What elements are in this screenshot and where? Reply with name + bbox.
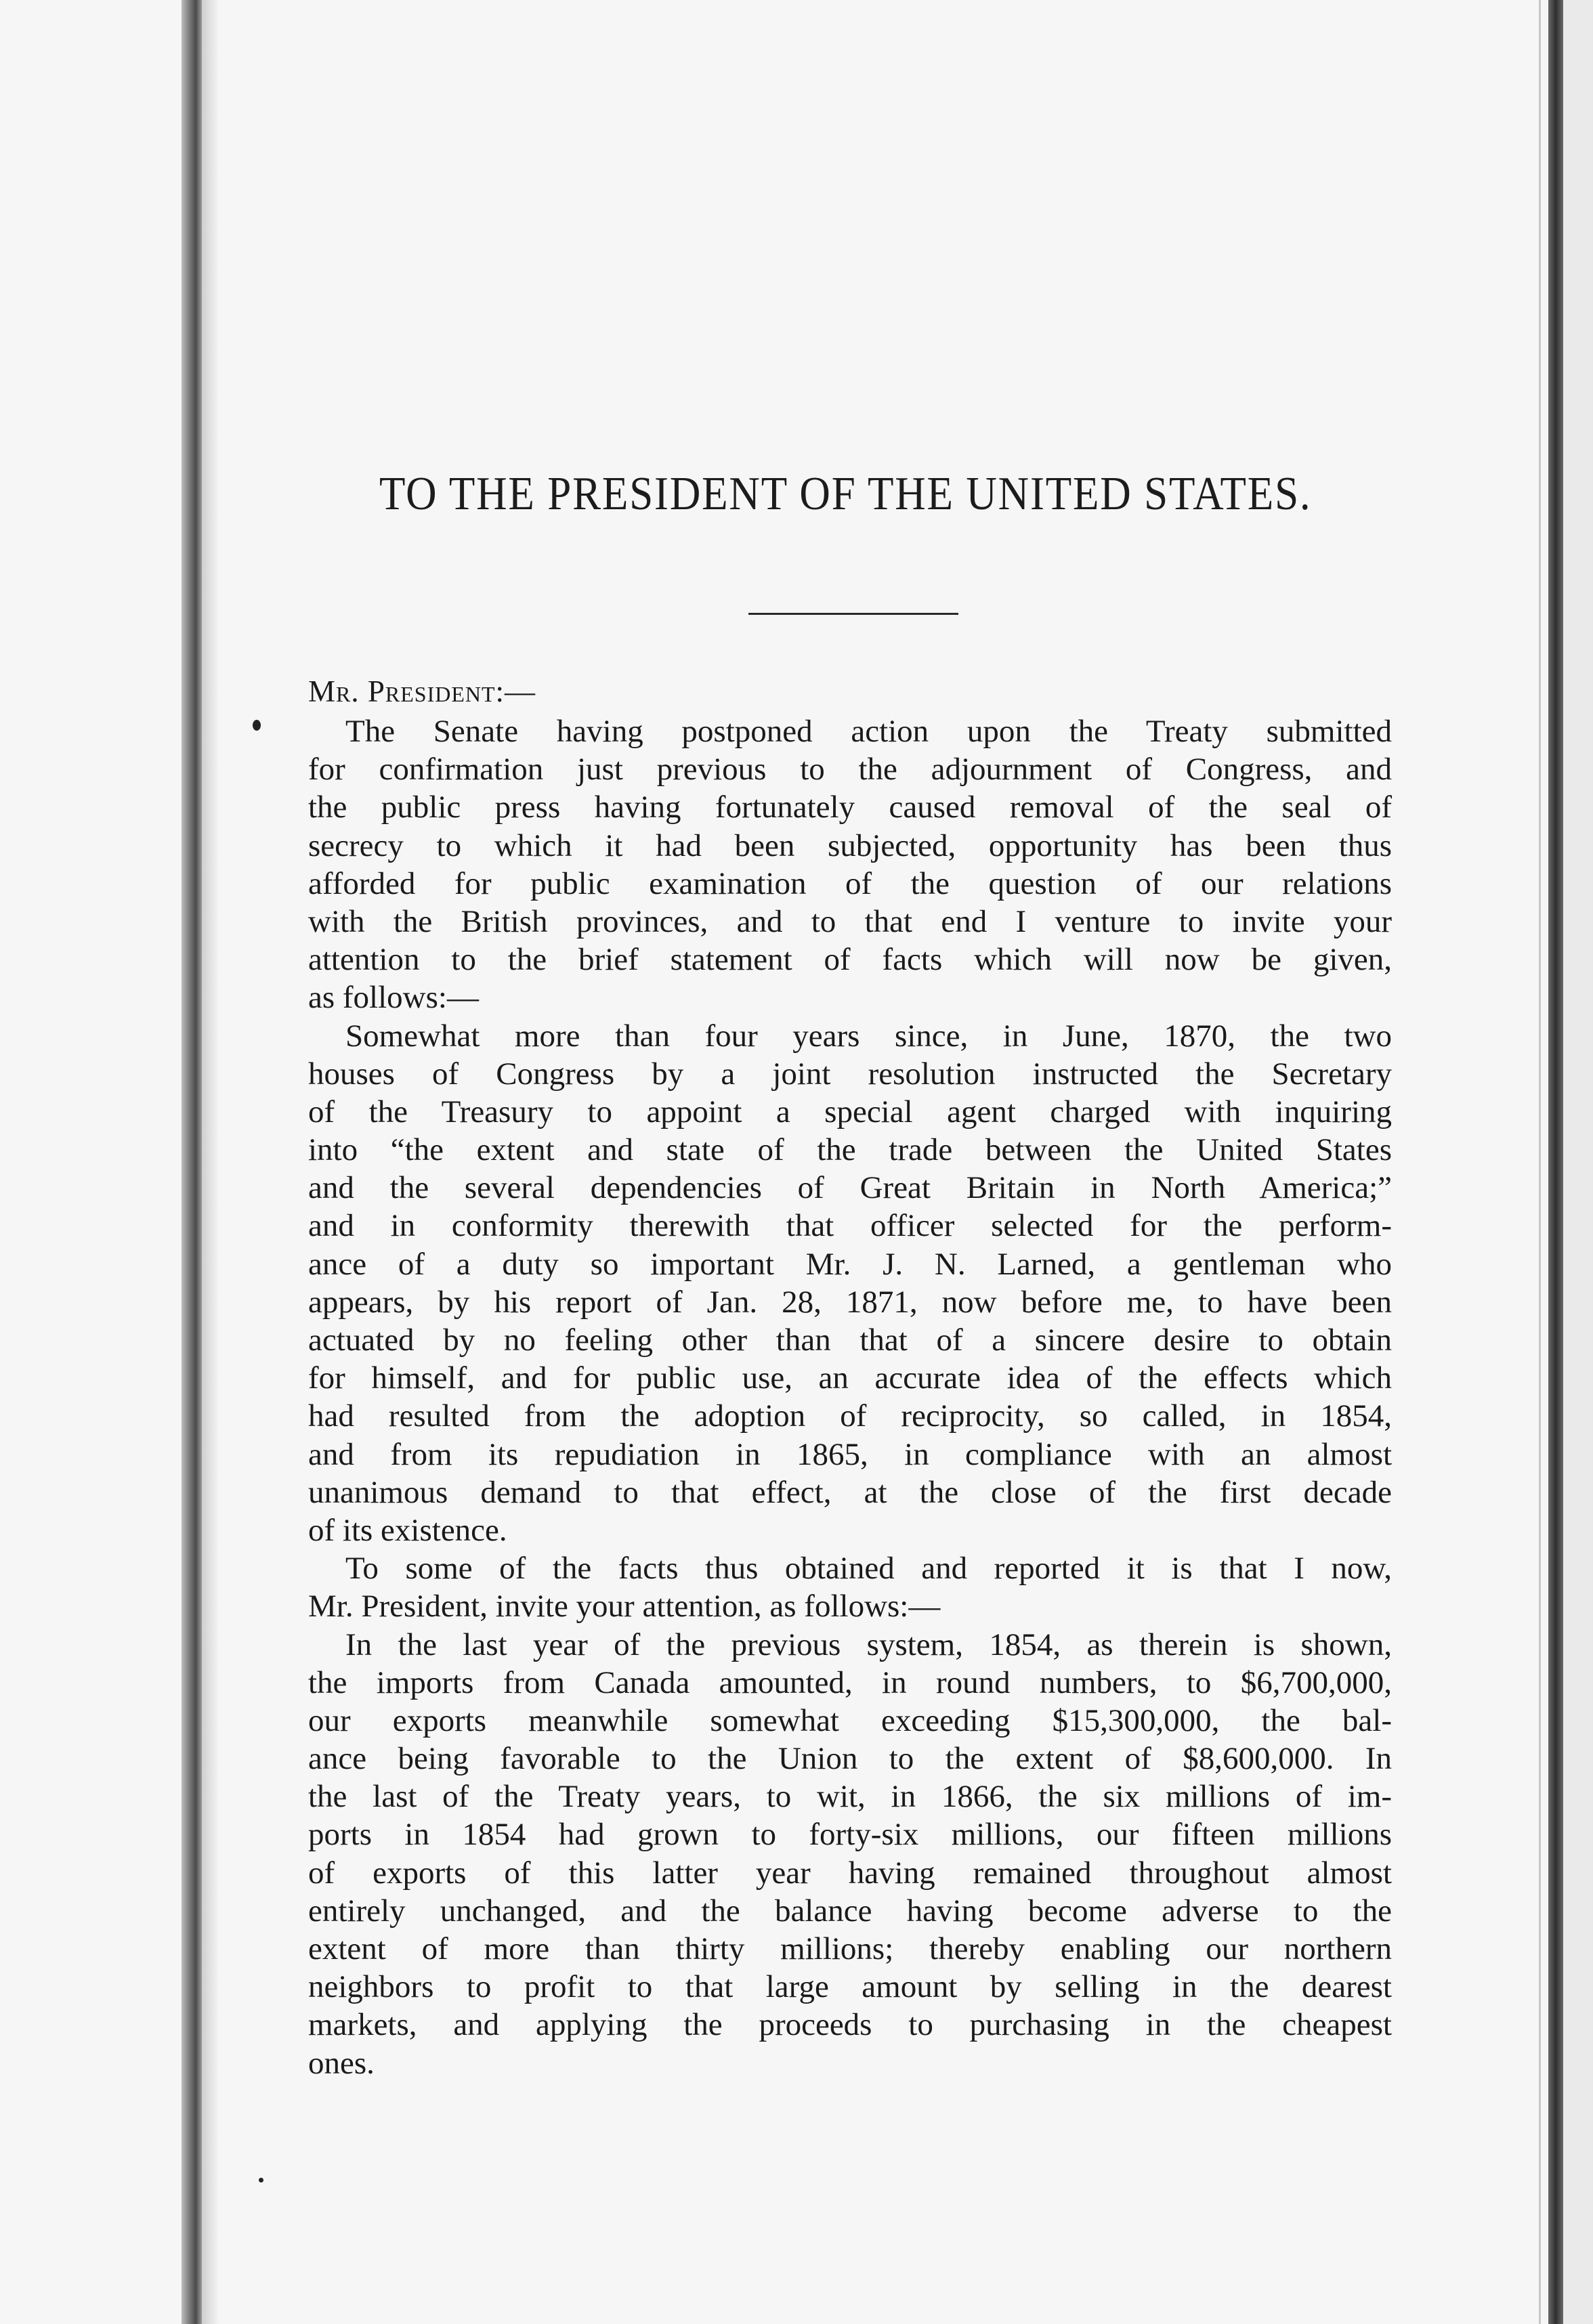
body-text — [308, 712, 1392, 2082]
text-line: unanimous demand to that effect, at the close of the first decade — [308, 1474, 1392, 1510]
left-binding-edge — [182, 0, 202, 2324]
text-line: afforded for public examination of the question of our relations — [308, 865, 1392, 901]
text-line: as follows:— — [308, 980, 479, 1016]
text-line: ports in 1854 had grown to forty-six millions, our fifteen millions — [308, 1817, 1392, 1853]
text-line: appears, by his report of Jan. 28, 1871, now before me, to have been — [308, 1284, 1392, 1320]
text-line: To some of the facts thus obtained and reported it is that I now, — [345, 1551, 1392, 1587]
text-line: the public press having fortunately caused removal of the seal of — [308, 790, 1392, 825]
text-line: ance being favorable to the Union to the extent of $8,600,000. In — [308, 1741, 1392, 1777]
text-line: actuated by no feeling other than that of a sincere desire to obtain — [308, 1322, 1392, 1358]
salutation-text: Mr. President:— — [308, 674, 536, 708]
text-line: ance of a duty so important Mr. J. N. Larned, a gentleman who — [308, 1246, 1392, 1282]
text-line: our exports meanwhile somewhat exceeding $15,300,000, the bal- — [308, 1702, 1392, 1738]
heading-rule — [748, 613, 958, 615]
left-binding-shadow — [202, 0, 219, 2324]
text-line: In the last year of the previous system, 1854, as therein is shown, — [345, 1627, 1392, 1662]
ink-speck — [253, 720, 261, 731]
text-line: of exports of this latter year having remained throughout almost — [308, 1855, 1392, 1891]
right-binding-edge — [1548, 0, 1563, 2324]
text-line: neighbors to profit to that large amount by selling in the dearest — [308, 1969, 1392, 2005]
text-line: The Senate having postponed action upon the Treaty submitted — [345, 714, 1392, 749]
text-line: and in conformity therewith that officer selected for the perform- — [308, 1208, 1392, 1244]
text-line: ones. — [308, 2045, 375, 2081]
text-line: Somewhat more than four years since, in June, 1870, the two — [345, 1018, 1392, 1054]
page-heading: TO THE PRESIDENT OF THE UNITED STATES. — [379, 468, 1312, 520]
text-line: for himself, and for public use, an accurate idea of the effects which — [308, 1360, 1392, 1396]
text-line: entirely unchanged, and the balance having become adverse to the — [308, 1893, 1392, 1929]
right-margin — [1563, 0, 1593, 2324]
text-line: attention to the brief statement of facts which will now be given, — [308, 942, 1392, 978]
text-line: for confirmation just previous to the adjournment of Congress, and — [308, 752, 1392, 788]
text-line: into “the extent and state of the trade between the United States — [308, 1132, 1392, 1168]
text-line: markets, and applying the proceeds to purchasing in the cheapest — [308, 2007, 1392, 2043]
text-line: of its existence. — [308, 1512, 507, 1548]
text-line: the imports from Canada amounted, in round numbers, to $6,700,000, — [308, 1664, 1392, 1700]
text-line: Mr. President, invite your attention, as follows:— — [308, 1589, 941, 1624]
text-line: and the several dependencies of Great Britain in North America;” — [308, 1170, 1392, 1206]
text-line: the last of the Treaty years, to wit, in 1866, the six millions of im- — [308, 1779, 1392, 1815]
text-line: extent of more than thirty millions; thereby enabling our northern — [308, 1931, 1392, 1966]
salutation — [308, 674, 536, 709]
text-line: with the British provinces, and to that end I venture to invite your — [308, 903, 1392, 939]
text-line: and from its repudiation in 1865, in compliance with an almost — [308, 1436, 1392, 1472]
right-page-line — [1539, 0, 1541, 2324]
text-line: houses of Congress by a joint resolution instructed the Secretary — [308, 1056, 1392, 1092]
ink-speck — [259, 2178, 263, 2182]
text-line: secrecy to which it had been subjected, opportunity has been thus — [308, 827, 1392, 863]
text-line: of the Treasury to appoint a special agent charged with inquiring — [308, 1094, 1392, 1129]
text-line: had resulted from the adoption of reciprocity, so called, in 1854, — [308, 1398, 1392, 1434]
